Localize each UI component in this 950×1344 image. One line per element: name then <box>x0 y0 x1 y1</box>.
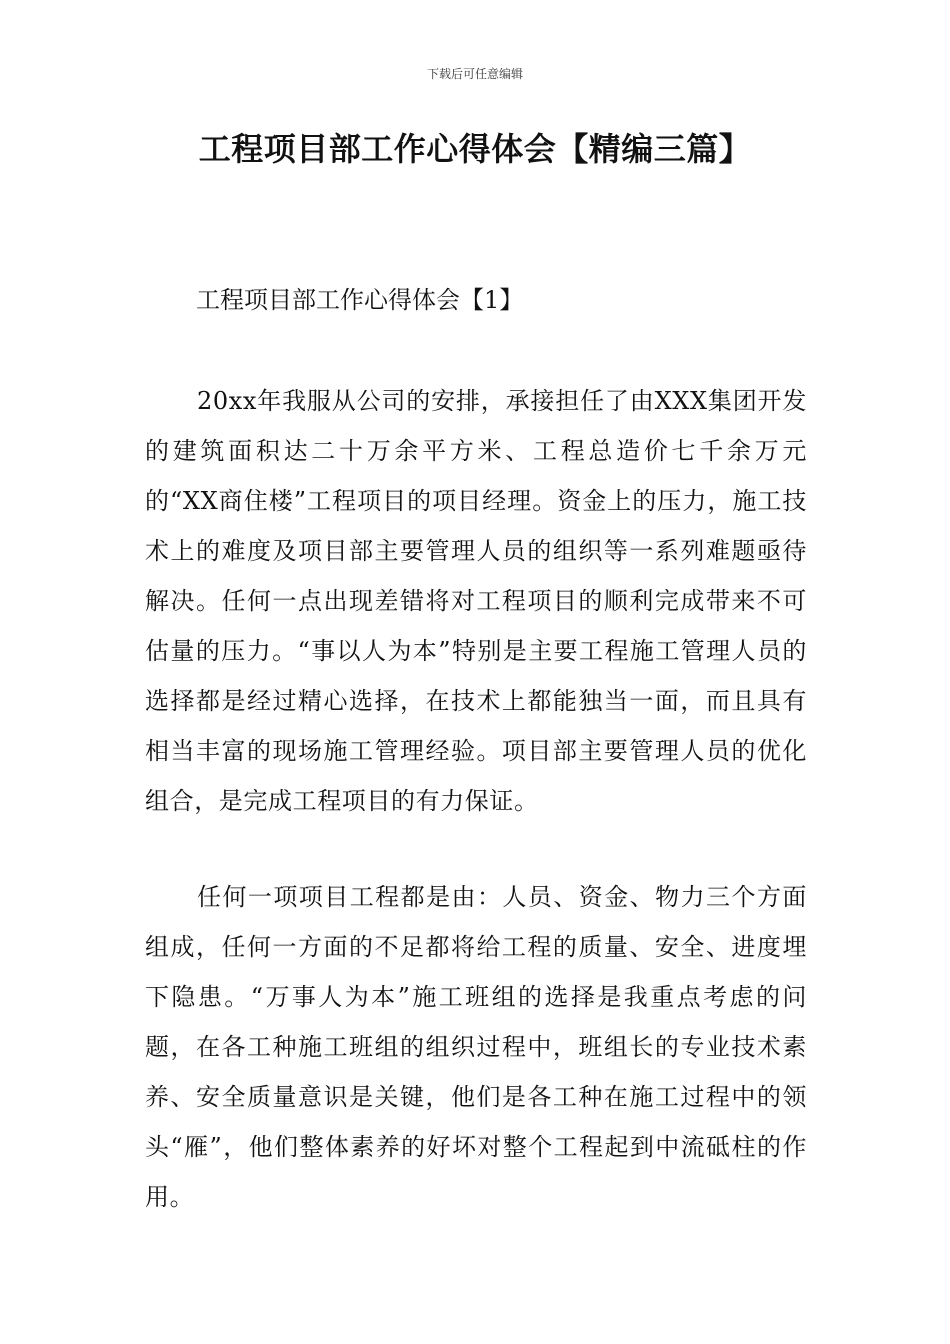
header-note: 下载后可任意编辑 <box>426 67 523 81</box>
body-paragraph-2: 任何一项项目工程都是由：人员、资金、物力三个方面组成，任何一方面的不足都将给工程的质量、安全、进度埋下隐患。“万事人为本”施工班组的选择是我重点考虑的问题，在各工种施工班组的组织过程中，班组长的专业技术素养、安全质量意识是关键，他们是各工种在施工过程中的领头“雁”，他们整体素养的好坏对整个工程起到中流砥柱的作用。 <box>145 883 807 1211</box>
body-paragraph-1: 20xx年我服从公司的安排，承接担任了由XXX集团开发的建筑面积达二十万余平方米、工程总造价七千余万元的“XX商住楼”工程项目的项目经理。资金上的压力，施工技术上的难度及项目部主要管理人员的组织等一系列难题亟待解决。任何一点出现差错将对工程项目的顺利完成带来不可估量的压力。“事以人为本”特别是主要工程施工管理人员的选择都是经过精心选择，在技术上都能独当一面，而且具有相当丰富的现场施工管理经验。项目部主要管理人员的优化组合，是完成工程项目的有力保证。 <box>145 387 807 815</box>
section-heading: 工程项目部工作心得体会【1】 <box>196 286 524 314</box>
document-title: 工程项目部工作心得体会【精编三篇】 <box>198 130 752 168</box>
